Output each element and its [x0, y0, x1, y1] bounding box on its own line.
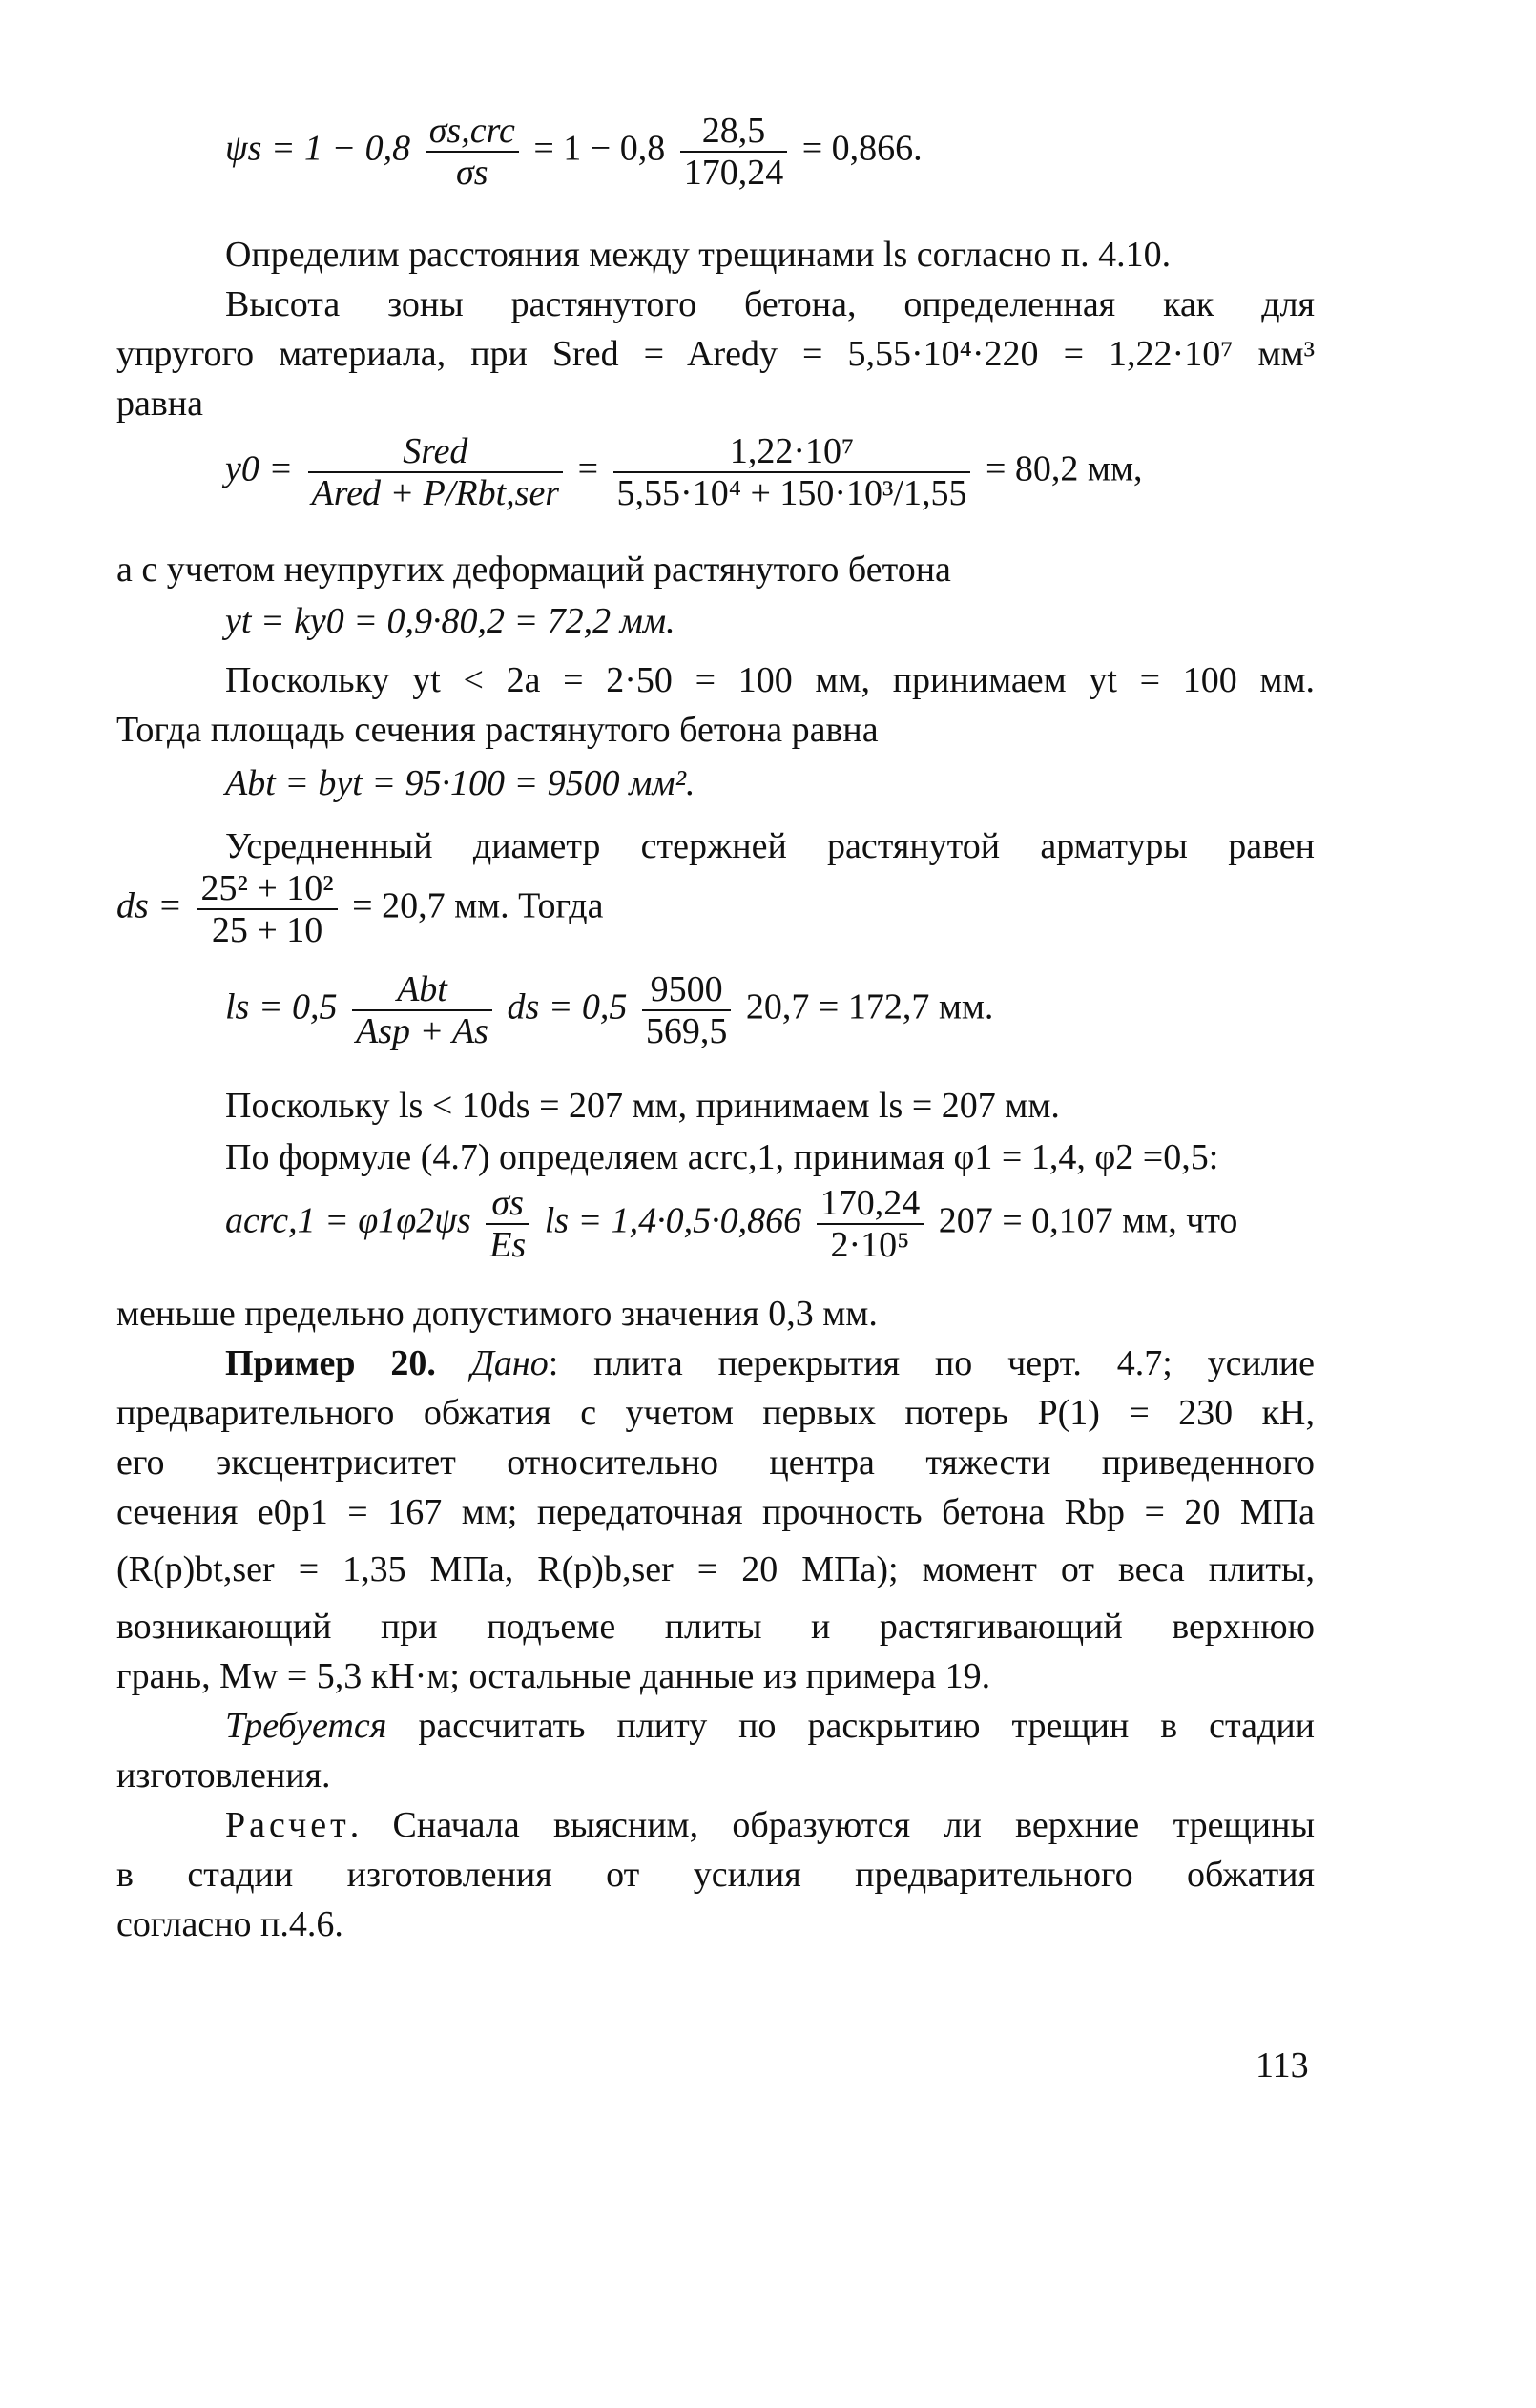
formula-y0-result: = 80,2 мм, — [985, 448, 1143, 489]
fraction — [642, 969, 732, 1051]
paragraph-line: Высота зоны растянутого бетона, определенная как для — [225, 284, 1315, 324]
example-title: Пример 20. — [225, 1343, 436, 1383]
formula-y0-lhs: y0 = — [225, 448, 294, 489]
paragraph-line: меньше предельно допустимого значения 0,3 мм. — [116, 1294, 878, 1334]
fraction — [486, 1183, 529, 1265]
paragraph-line: Определим расстояния между трещинами ls согласно п. 4.10. — [225, 235, 1172, 275]
calculation-first-line — [225, 1801, 1315, 1850]
paragraph-line: его эксцентриситет относительно центра тяжести приведенного — [116, 1443, 1315, 1483]
requirement-first-line — [225, 1702, 1315, 1751]
paragraph-line: а с учетом неупругих деформаций растянутого бетона — [116, 550, 951, 590]
formula-ls-result: 20,7 = 172,7 мм. — [745, 986, 994, 1028]
calculation-label: Расчет — [225, 1805, 350, 1845]
paragraph-line: возникающий при подъеме плиты и растягивающий верхнюю — [116, 1607, 1315, 1647]
fraction-denominator: Ared + P/Rbt,ser — [308, 471, 564, 513]
example-20-first-line — [225, 1339, 1315, 1388]
formula-ls-lhs: ls = 0,5 — [225, 986, 338, 1028]
paragraph-line: Поскольку yt < 2a = 2·50 = 100 мм, принимаем yt = 100 мм. — [225, 660, 1315, 700]
formula-acrc-mid: ls = 1,4·0,5·0,866 — [544, 1200, 802, 1241]
paragraph-line: Тогда площадь сечения растянутого бетона равна — [116, 710, 879, 750]
paragraph-line: в стадии изготовления от усилия предварительного обжатия — [116, 1855, 1315, 1895]
fraction-denominator: σs — [426, 151, 519, 193]
page-number: 113 — [1256, 2045, 1309, 2086]
fraction — [680, 111, 788, 193]
formula-yt: yt = ky0 = 0,9·80,2 = 72,2 мм. — [225, 601, 675, 641]
fraction-numerator: Abt — [397, 969, 447, 1009]
requirement-line-rest: рассчитать плиту по раскрытию трещин в стадии — [386, 1706, 1315, 1746]
formula-psi-s-mid: = 1 − 0,8 — [533, 128, 666, 169]
fraction-numerator: σs — [491, 1183, 524, 1223]
paragraph-line: упругого материала, при Sred = Aredy = 5,55·10⁴·220 = 1,22·10⁷ мм³ — [116, 334, 1315, 374]
fraction-numerator: 170,24 — [820, 1183, 921, 1223]
paragraph-line: изготовления. — [116, 1755, 331, 1796]
formula-psi-s-lhs: ψs = 1 − 0,8 — [225, 128, 411, 169]
fraction — [352, 969, 492, 1051]
fraction-numerator: σs,crc — [428, 111, 515, 151]
fraction-denominator: Es — [486, 1223, 529, 1265]
requirement-label: Требуется — [225, 1706, 387, 1746]
fraction-numerator: 25² + 10² — [200, 868, 334, 908]
paragraph-line: грань, Mw = 5,3 кН·м; остальные данные из примера 19. — [116, 1656, 991, 1696]
fraction — [308, 431, 564, 513]
paragraph-line: предварительного обжатия с учетом первых потерь P(1) = 230 кН, — [116, 1393, 1315, 1433]
fraction — [197, 868, 337, 950]
fraction-denominator: 25 + 10 — [197, 908, 337, 950]
fraction-denominator: 569,5 — [642, 1009, 732, 1051]
fraction — [426, 111, 519, 193]
fraction-numerator: 9500 — [650, 969, 723, 1009]
paragraph-line: согласно п.4.6. — [116, 1904, 343, 1944]
formula-abt: Abt = byt = 95·100 = 9500 мм². — [225, 763, 695, 803]
fraction-denominator: 170,24 — [680, 151, 788, 193]
fraction-denominator: 2·10⁵ — [817, 1223, 924, 1265]
formula-acrc-lhs: acrc,1 = φ1φ2ψs — [225, 1200, 471, 1241]
paragraph-line: Усредненный диаметр стержней растянутой арматуры равен — [225, 826, 1315, 866]
fraction-denominator: Asp + As — [352, 1009, 492, 1051]
formula-ds-lhs: ds = — [116, 885, 182, 926]
fraction — [613, 431, 971, 513]
example-line-rest: : плита перекрытия по черт. 4.7; усилие — [548, 1343, 1315, 1383]
calculation-line-rest: . Сначала выясним, образуются ли верхние трещины — [349, 1805, 1315, 1845]
formula-y0-eq: = — [577, 448, 599, 489]
fraction-numerator: 28,5 — [701, 111, 766, 151]
formula-acrc-result: 207 = 0,107 мм, что — [938, 1200, 1238, 1241]
paragraph-line: Поскольку ls < 10ds = 207 мм, принимаем ls = 207 мм. — [225, 1086, 1060, 1126]
fraction-numerator: 1,22·10⁷ — [729, 431, 855, 471]
formula-ds — [116, 868, 603, 950]
formula-ds-result: = 20,7 мм. Тогда — [352, 885, 604, 926]
formula-acrc — [225, 1183, 1237, 1265]
formula-ls-mid: ds = 0,5 — [507, 986, 628, 1028]
fraction-numerator: Sred — [403, 431, 468, 471]
formula-y0 — [225, 431, 1143, 513]
fraction — [817, 1183, 924, 1265]
paragraph-line: По формуле (4.7) определяем acrc,1, принимая φ1 = 1,4, φ2 =0,5: — [225, 1137, 1219, 1177]
paragraph-line: сечения e0p1 = 167 мм; передаточная прочность бетона Rbp = 20 МПа — [116, 1492, 1315, 1532]
fraction-denominator: 5,55·10⁴ + 150·10³/1,55 — [613, 471, 971, 513]
formula-ls — [225, 969, 993, 1051]
paragraph-line: равна — [116, 384, 204, 424]
formula-psi-s — [225, 111, 923, 193]
example-given-label: Дано — [470, 1343, 549, 1383]
paragraph-line: (R(p)bt,ser = 1,35 МПа, R(p)b,ser = 20 МПа); момент от веса плиты, — [116, 1549, 1315, 1589]
formula-psi-s-result: = 0,866. — [801, 128, 923, 169]
